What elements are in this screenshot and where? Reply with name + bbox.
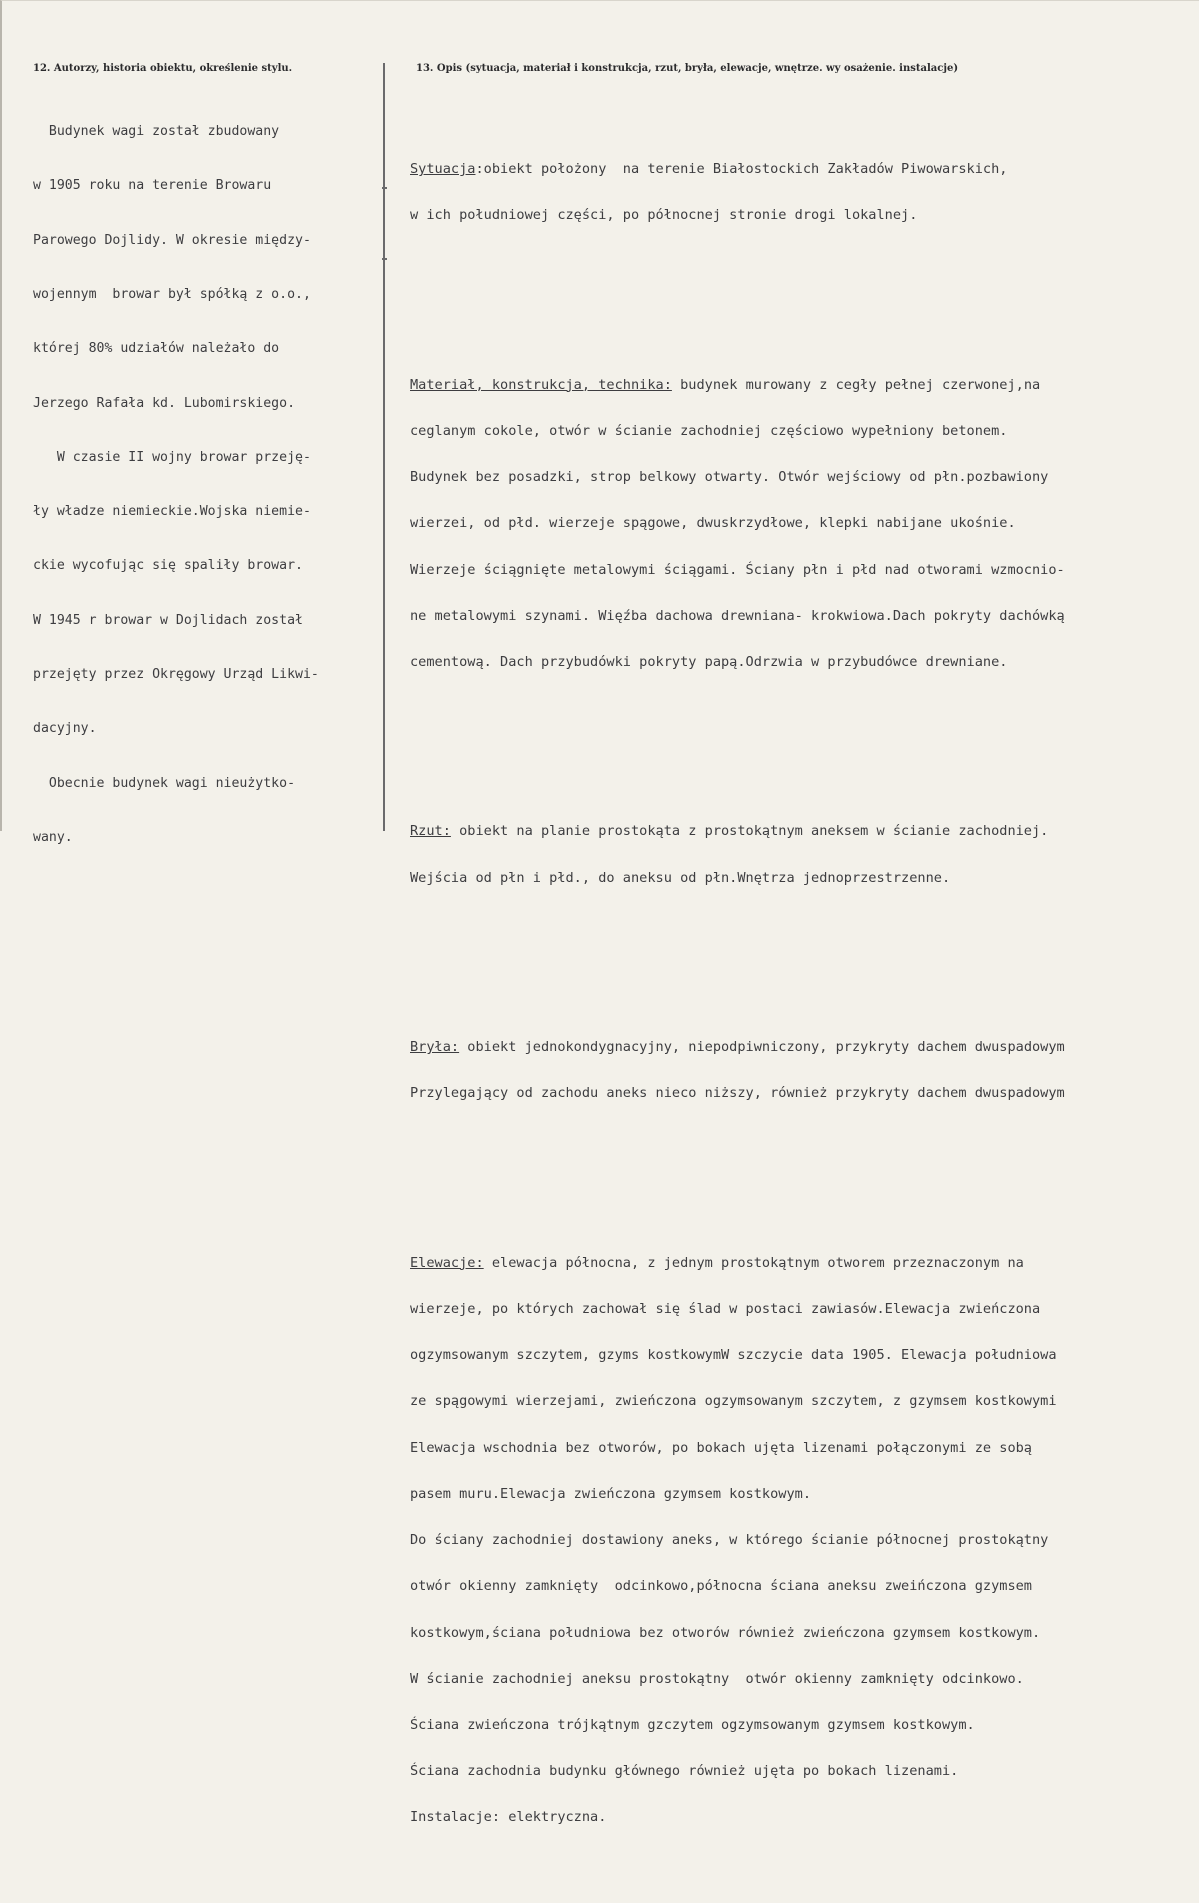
history-line: ckie wycofując się spaliły browar. [33, 558, 303, 574]
history-line: dacyjny. [33, 721, 97, 737]
section-line: W ścianie zachodniej aneksu prostokątny otwór okienny zamknięty odcinkowo. [410, 1670, 1024, 1687]
section-line: ogzymsowanym szczytem, gzyms kostkowymW szczycie data 1905. Elewacja południowa [410, 1347, 1057, 1364]
section-label: Materiał, konstrukcja, technika: [410, 376, 672, 393]
section-label: Elewacje: [410, 1254, 484, 1271]
section-line: wierzeje, po których zachował się ślad w postaci zawiasów.Elewacja zwieńczona [410, 1301, 1041, 1318]
divider-tick [382, 187, 387, 189]
section-line: Ściana zwieńczona trójkątnym gzczytem ogzymsowanym gzymsem kostkowym. [410, 1717, 975, 1733]
history-line: Budynek wagi został zbudowany [33, 124, 280, 140]
section-line: ceglanym cokole, otwór w ścianie zachodniej częściowo wypełniony betonem. [410, 422, 1008, 439]
section-line: budynek murowany z cegły pełnej czerwonej,na [671, 376, 1041, 393]
section-line: Do ściany zachodniej dostawiony aneks, w którego ścianie północnej prostokątny [410, 1532, 1049, 1549]
left-column-header: 12. Autorzy, historia obiektu, określenie stylu. [33, 63, 293, 74]
section-line: :obiekt położony na terenie Białostockich Zakładów Piwowarskich, [475, 161, 1008, 178]
section-material [410, 347, 1199, 701]
section-line: Przylegający od zachodu aneks nieco niższy, również przykryty dachem dwuspadowym [410, 1085, 1065, 1102]
section-elevations [410, 1225, 1199, 1857]
section-line: Elewacja wschodnia bez otworów, po bokach ujęta lizenami połączonymi ze sobą [410, 1439, 1032, 1456]
section-line: obiekt na planie prostokąta z prostokątnym aneksem w ścianie zachodniej. [450, 823, 1049, 840]
history-line: Parowego Dojlidy. W okresie między- [33, 232, 311, 248]
section-line: obiekt jednokondygnacyjny, niepodpiwniczony, przykryty dachem dwuspadowym [459, 1039, 1065, 1056]
section-line: kostkowym,ściana południowa bez otworów również zwieńczona gzymsem kostkowym. [410, 1624, 1041, 1641]
section-line: cementową. Dach przybudówki pokryty papą.Odrzwia w przybudówce drewniane. [410, 654, 1008, 671]
section-massing [410, 1009, 1199, 1132]
history-line: której 80% udziałów należało do [33, 341, 280, 357]
right-column-header: 13. Opis (sytuacja, materiał i konstrukcja, rzut, bryła, elewacje, wnętrze. wy osażenie. instalacje) [416, 63, 959, 74]
history-line: wojennym browar był spółką z o.o., [33, 287, 311, 303]
section-line: wierzei, od płd. wierzeje spągowe, dwuskrzydłowe, klepki nabijane ukośnie. [410, 515, 1016, 532]
section-line: Budynek bez posadzki, strop belkowy otwarty. Otwór wejściowy od płn.pozbawiony [410, 469, 1049, 486]
history-line: Obecnie budynek wagi nieużytko- [33, 775, 296, 791]
section-line: otwór okienny zamknięty odcinkowo,północna ściana aneksu zweińczona gzymsem [410, 1578, 1032, 1595]
section-line: ne metalowymi szynami. Więźba dachowa drewniana- krokwiowa.Dach pokryty dachówką [410, 607, 1065, 624]
section-plan [410, 794, 1199, 917]
history-line: w 1905 roku na terenie Browaru [33, 178, 272, 194]
history-text [33, 87, 378, 883]
section-line: ze spągowymi wierzejami, zwieńczona ogzymsowanym szczytem, z gzymsem kostkowymi [410, 1393, 1057, 1410]
history-line: wany. [33, 829, 73, 845]
section-line: w ich południowej części, po północnej stronie drogi lokalnej. [410, 207, 918, 224]
section-line: pasem muru.Elewacja zwieńczona gzymsem kostkowym. [410, 1485, 812, 1502]
section-line: Wierzeje ściągnięte metalowymi ściągami. Ściany płn i płd nad otworami wzmocnio- [410, 561, 1065, 578]
section-label: Rzut: [410, 823, 451, 840]
section-label: Sytuacja [410, 161, 476, 178]
section-situation [410, 131, 1199, 254]
divider-tick [382, 258, 387, 260]
history-line: W 1945 r browar w Dojlidach został [33, 612, 303, 628]
history-line: przejęty przez Okręgowy Urząd Likwi- [33, 667, 319, 682]
section-line: Wejścia od płn i płd., do aneksu od płn.Wnętrza jednoprzestrzenne. [410, 869, 951, 886]
section-line: Instalacje: elektryczna. [410, 1809, 607, 1826]
description-text [410, 85, 1199, 1903]
section-line: elewacja północna, z jednym prostokątnym otworem przeznaczonym na [483, 1254, 1024, 1271]
history-line: ły władze niemieckie.Wojska niemie- [33, 504, 311, 520]
history-line: W czasie II wojny browar przeję- [33, 449, 311, 465]
history-line: Jerzego Rafała kd. Lubomirskiego. [33, 395, 296, 411]
section-line: Ściana zachodnia budynku głównego również ujęta po bokach lizenami. [410, 1763, 959, 1780]
column-divider [383, 63, 385, 831]
section-label: Bryła: [410, 1039, 460, 1056]
